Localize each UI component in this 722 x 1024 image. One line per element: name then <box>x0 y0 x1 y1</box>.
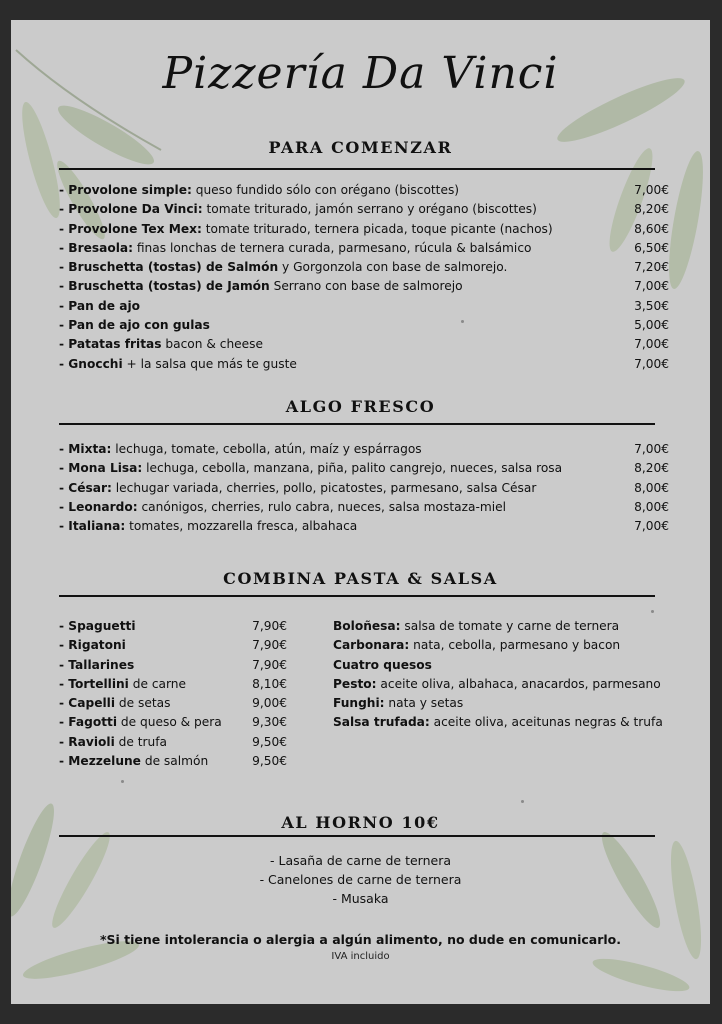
menu-item <box>59 459 669 478</box>
menu-item <box>59 239 669 258</box>
item-name: - Capelli <box>59 696 115 711</box>
paper-speck <box>521 800 524 803</box>
restaurant-title: Pizzería Da Vinci <box>162 48 559 99</box>
section-title-salads: ALGO FRESCO <box>285 397 436 416</box>
item-price: 3,50€ <box>634 298 669 313</box>
sauce-list <box>333 617 673 733</box>
paper-speck <box>121 780 124 783</box>
sauce-item <box>333 617 673 636</box>
item-name: Pesto: <box>333 676 377 691</box>
item-name: - Mezzelune <box>59 754 141 769</box>
item-name: Funghi: <box>333 696 385 711</box>
menu-item <box>59 498 669 517</box>
item-price: 8,00€ <box>634 480 669 495</box>
item-price: 7,90€ <box>252 638 287 653</box>
menu-item <box>59 181 669 200</box>
menu-sheet <box>11 20 710 1004</box>
sauce-item <box>333 675 673 694</box>
salads-list <box>59 440 669 536</box>
item-name: - Tortellini <box>59 676 129 691</box>
item-price: 7,00€ <box>634 519 669 534</box>
section-divider <box>59 168 655 170</box>
section-title-oven: AL HORNO 10€ <box>281 813 440 832</box>
item-description: nata y setas <box>384 696 464 711</box>
item-name: - Ravioli <box>59 734 115 749</box>
item-description: de trufa <box>114 734 168 749</box>
item-price: 9,30€ <box>252 715 287 730</box>
menu-item <box>59 316 669 335</box>
item-description: tomates, mozzarella fresca, albahaca <box>125 519 358 534</box>
item-description: queso fundido sólo con orégano (biscottes) <box>191 183 460 197</box>
item-price: 7,90€ <box>252 657 287 672</box>
allergy-note: *Si tiene intolerancia o alergia a algún alimento, no dude en comunicarlo. <box>99 932 622 947</box>
item-price: 7,20€ <box>634 260 669 275</box>
item-description: aceite oliva, albahaca, anacardos, parmesano <box>376 676 661 691</box>
section-divider <box>59 595 655 597</box>
item-name: - Pan de ajo con gulas <box>59 318 210 333</box>
item-price: 8,20€ <box>634 202 669 217</box>
menu-item <box>59 220 669 239</box>
menu-item <box>59 517 669 536</box>
item-name: - Provolone simple: <box>59 183 192 197</box>
pasta-list <box>59 617 287 771</box>
item-name: - Fagotti <box>59 715 118 730</box>
item-name: - Leonardo: <box>59 499 138 514</box>
menu-item <box>59 200 669 219</box>
menu-item <box>59 258 669 277</box>
item-name: - Rigatoni <box>59 638 126 653</box>
item-price: 8,00€ <box>634 499 669 514</box>
item-description: de salmón <box>140 754 209 769</box>
starters-list <box>59 181 669 374</box>
item-name: Salsa trufada: <box>333 715 430 730</box>
item-name: Carbonara: <box>333 638 410 653</box>
item-name: - Italiana: <box>59 519 126 534</box>
item-price: 7,90€ <box>252 619 287 633</box>
item-name: - Bruschetta (tostas) de Jamón <box>59 279 270 294</box>
pasta-item <box>59 636 287 655</box>
item-description: bacon & cheese <box>161 337 264 352</box>
item-name: - Patatas fritas <box>59 337 162 352</box>
pasta-item <box>59 617 287 636</box>
item-price: 5,00€ <box>634 318 669 333</box>
paper-speck <box>651 610 654 613</box>
item-price: 9,00€ <box>252 696 287 711</box>
item-price: 6,50€ <box>634 240 669 255</box>
item-description: nata, cebolla, parmesano y bacon <box>409 638 621 653</box>
item-price: 8,10€ <box>252 676 287 691</box>
item-name: - César: <box>59 480 112 495</box>
item-name: - Provolone Da Vinci: <box>59 202 203 217</box>
oven-item: - Canelones de carne de ternera <box>259 872 462 887</box>
item-name: Cuatro quesos <box>333 657 432 672</box>
item-price: 8,20€ <box>634 461 669 476</box>
menu-item <box>59 277 669 296</box>
item-price: 7,00€ <box>634 183 669 197</box>
pasta-item <box>59 733 287 752</box>
item-description: de setas <box>115 696 171 711</box>
oven-item: - Musaka <box>332 891 389 906</box>
section-title-starters: PARA COMENZAR <box>268 138 453 157</box>
section-title-pasta: COMBINA PASTA & SALSA <box>223 569 498 588</box>
item-description: lechugar variada, cherries, pollo, picatostes, parmesano, salsa César <box>111 480 537 495</box>
sauce-item <box>333 694 673 713</box>
item-description: canónigos, cherries, rulo cabra, nueces, salsa mostaza-miel <box>137 499 506 514</box>
iva-note: IVA incluido <box>331 951 390 962</box>
item-price: 9,50€ <box>252 754 287 769</box>
item-price: 7,00€ <box>634 337 669 352</box>
item-description: Serrano con base de salmorejo <box>269 279 463 294</box>
item-name: - Mona Lisa: <box>59 461 143 476</box>
item-name: Boloñesa: <box>333 619 401 633</box>
sauce-item <box>333 636 673 655</box>
item-description: lechuga, tomate, cebolla, atún, maíz y espárragos <box>111 442 422 456</box>
item-description: aceite oliva, aceitunas negras & trufa <box>429 715 663 730</box>
item-description: tomate triturado, jamón serrano y orégano (biscottes) <box>202 202 537 217</box>
section-divider <box>59 423 655 425</box>
item-description: + la salsa que más te guste <box>122 356 297 371</box>
item-description: salsa de tomate y carne de ternera <box>400 619 620 633</box>
item-description: finas lonchas de ternera curada, parmesano, rúcula & balsámico <box>133 240 532 255</box>
pasta-item <box>59 675 287 694</box>
item-price: 9,50€ <box>252 734 287 749</box>
menu-item <box>59 297 669 316</box>
item-price: 7,00€ <box>634 442 669 456</box>
item-name: - Provolone Tex Mex: <box>59 221 202 236</box>
oven-item: - Lasaña de carne de ternera <box>270 853 451 868</box>
section-divider <box>59 835 655 837</box>
oven-list <box>11 851 710 908</box>
menu-item <box>59 440 669 459</box>
sauce-item <box>333 713 673 732</box>
item-description: y Gorgonzola con base de salmorejo. <box>278 260 508 275</box>
item-price: 8,60€ <box>634 221 669 236</box>
pasta-item <box>59 694 287 713</box>
item-name: - Spaguetti <box>59 619 136 633</box>
menu-item <box>59 479 669 498</box>
item-description: lechuga, cebolla, manzana, piña, palito cangrejo, nueces, salsa rosa <box>142 461 563 476</box>
item-name: - Mixta: <box>59 442 112 456</box>
pasta-item <box>59 752 287 771</box>
pasta-item <box>59 656 287 675</box>
item-description: de queso & pera <box>117 715 222 730</box>
menu-item <box>59 355 669 374</box>
item-name: - Pan de ajo <box>59 298 141 313</box>
sauce-item <box>333 656 673 675</box>
item-description: de carne <box>128 676 187 691</box>
item-name: - Tallarines <box>59 657 135 672</box>
item-name: - Gnocchi <box>59 356 123 371</box>
pasta-item <box>59 713 287 732</box>
item-price: 7,00€ <box>634 356 669 371</box>
item-price: 7,00€ <box>634 279 669 294</box>
item-description: tomate triturado, ternera picada, toque picante (nachos) <box>201 221 553 236</box>
menu-item <box>59 335 669 354</box>
item-name: - Bresaola: <box>59 240 133 255</box>
item-name: - Bruschetta (tostas) de Salmón <box>59 260 279 275</box>
